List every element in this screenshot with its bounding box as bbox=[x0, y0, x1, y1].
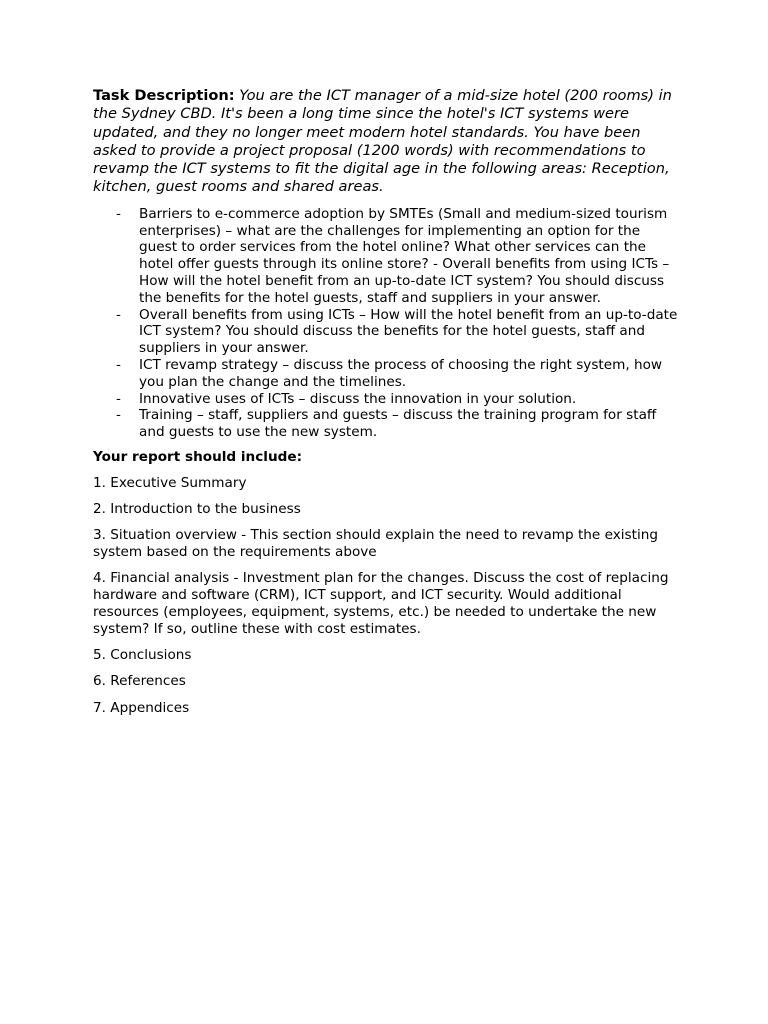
task-description bbox=[93, 87, 678, 197]
list-item-text: ICT revamp strategy – discuss the process of choosing the right system, how you plan the change and the timelines. bbox=[139, 356, 663, 390]
report-include-heading: Your report should include: bbox=[93, 448, 303, 465]
report-item-introduction: 2. Introduction to the business bbox=[93, 501, 301, 518]
list-dash: - bbox=[116, 356, 121, 373]
document-page bbox=[93, 87, 678, 726]
report-item-conclusions: 5. Conclusions bbox=[93, 647, 192, 664]
requirements-list bbox=[93, 206, 678, 441]
report-item-executive-summary: 1. Executive Summary bbox=[93, 474, 247, 491]
list-dash: - bbox=[116, 390, 121, 407]
report-item-appendices: 7. Appendices bbox=[93, 699, 190, 716]
list-item bbox=[93, 307, 678, 357]
list-item-text: Innovative uses of ICTs – discuss the innovation in your solution. bbox=[139, 390, 577, 407]
list-item-text: Training – staff, suppliers and guests – discuss the training program for staff and guests to use the new system. bbox=[139, 407, 657, 441]
list-item-text: Overall benefits from using ICTs – How will the hotel benefit from an up-to-date ICT system? You should discuss the benefits for the hotel guests, staff and suppliers in your answer. bbox=[139, 306, 678, 357]
report-item-financial-analysis: 4. Financial analysis - Investment plan for the changes. Discuss the cost of replacing hardware and software (CRM), ICT support, and ICT security. Would additional resources (employees, equipment, systems, etc.) be needed to undertake the new system? If so, outline these with cost estimates. bbox=[93, 570, 669, 637]
report-item-references: 6. References bbox=[93, 673, 186, 690]
list-item bbox=[93, 206, 678, 307]
list-item bbox=[93, 357, 678, 391]
list-dash: - bbox=[116, 407, 121, 424]
task-description-label: Task Description: bbox=[93, 87, 235, 104]
list-item bbox=[93, 391, 678, 408]
task-description-text: You are the ICT manager of a mid-size hotel (200 rooms) in the Sydney CBD. It's been a long time since the hotel's ICT systems were updated, and they no longer meet modern hotel standards. You have been asked to provide a project proposal (1200 words) with recommendations to revamp the ICT systems to fit the digital age in the following areas: Reception, kitchen, guest rooms and shared areas. bbox=[93, 87, 672, 196]
list-dash: - bbox=[116, 306, 121, 323]
report-item-situation-overview: 3. Situation overview - This section should explain the need to revamp the existing system based on the requirements above bbox=[93, 527, 658, 561]
list-dash: - bbox=[116, 205, 121, 222]
list-item bbox=[93, 407, 678, 441]
list-item-text: Barriers to e-commerce adoption by SMTEs (Small and medium-sized tourism enterprises) – what are the challenges for implementing an option for the guest to order services from the hotel online? What other services can the hotel offer guests through its online store? - Overall benefits from using ICTs – How will the hotel benefit from an up-to-date ICT system? You should discuss the benefits for the hotel guests, staff and suppliers in your answer. bbox=[139, 205, 670, 306]
